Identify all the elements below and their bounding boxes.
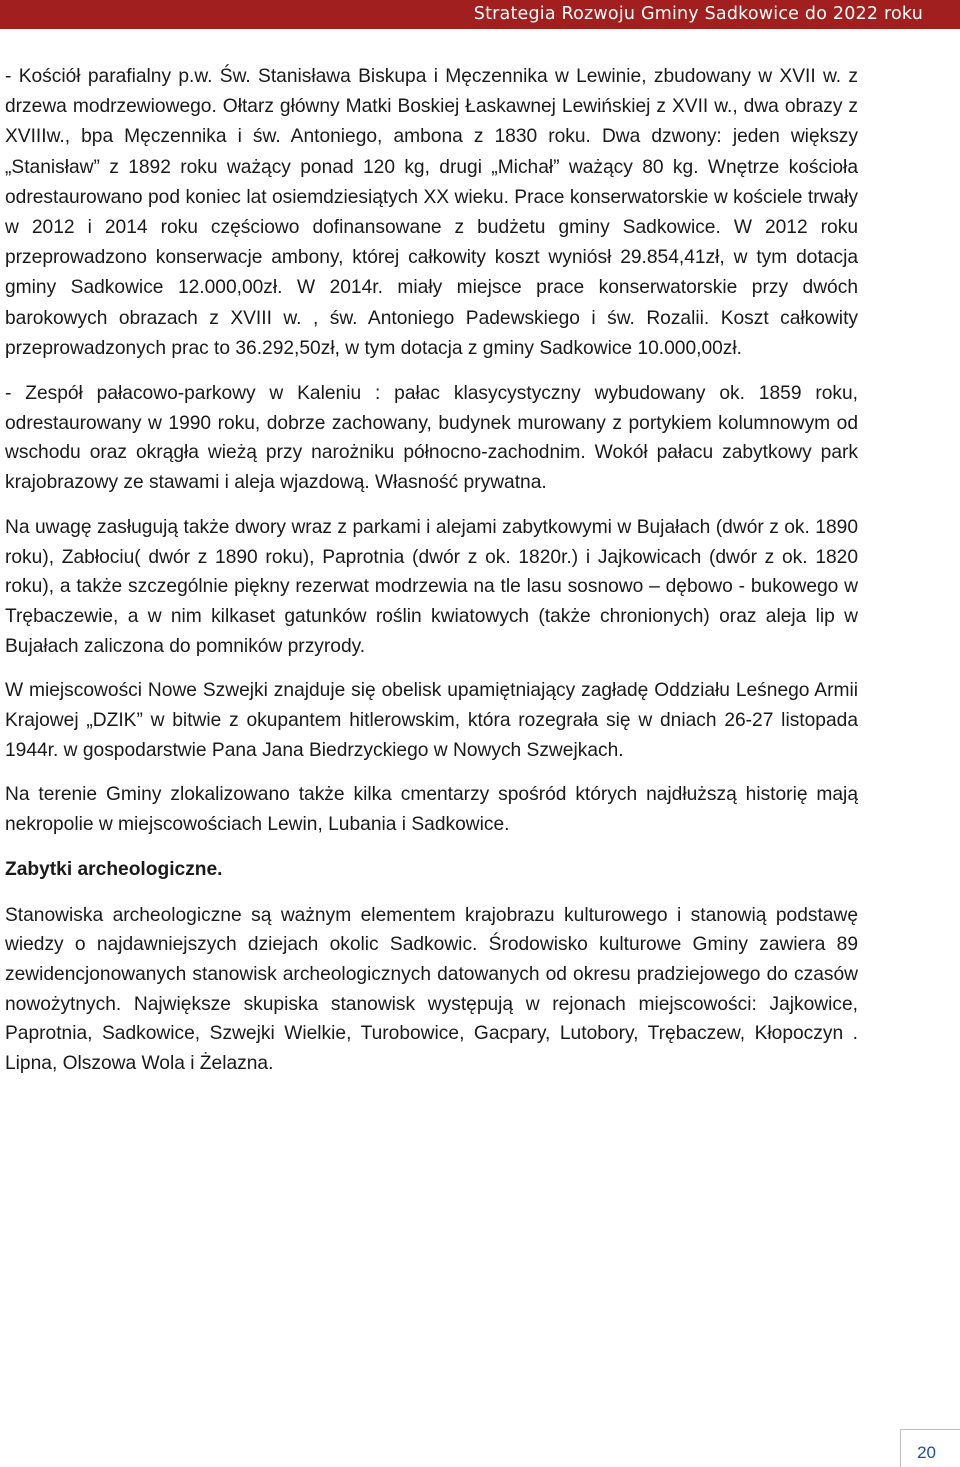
paragraph-obelisk: W miejscowości Nowe Szwejki znajduje się obelisk upamiętniający zagładę Oddziału Leśnego Armii Krajowej „DZIK” w bitwie z okupantem hitlerowskim, która rozegrała się w dniach 26-27 listopada 1944r. w gospodarstwie Pana Jana Biedrzyckiego w Nowych Szwejkach. <box>5 680 858 761</box>
paragraph-lewin-church: - Kościół parafialny p.w. Św. Stanisława Biskupa i Męczennika w Lewinie, zbudowany w XVII w. z drzewa modrzewiowego. Ołtarz główny Matki Boskiej Łaskawnej Lewińskiej z XVII w., dwa obrazy z XVIIIw., bpa Męczennika i św. Antoniego, ambona z 1830 roku. Dwa dzwony: jeden większy „Stanisław” z 1892 roku ważący ponad 120 kg, drugi „Michał” ważący 80 kg. Wnętrze kościoła odrestaurowano pod koniec lat osiemdziesiątych XX wieku. Prace konserwatorskie w kościele trwały w 2012 i 2014 roku częściowo dofinansowane z budżetu gminy Sadkowice. W 2012 roku przeprowadzono konserwacje ambony, której całkowity koszt wyniósł 29.854,41zł, w tym dotacja gminy Sadkowice 12.000,00zł. W 2014r. miały miejsce prace konserwatorskie przy dwóch barokowych obrazach z XVIII w. , św. Antoniego Padewskiego i św. Rozalii. Koszt całkowity przeprowadzonych prac to 36.292,50zł, w tym dotacja z gminy Sadkowice 10.000,00zł. <box>5 66 858 359</box>
page-number-box <box>900 1429 960 1467</box>
page-number: 20 <box>917 1443 936 1462</box>
paragraph-archeology: Stanowiska archeologiczne są ważnym elementem krajobrazu kulturowego i stanowią podstawę wiedzy o najdawniejszych dziejach okolic Sadkowic. Środowisko kulturowe Gminy zawiera 89 zewidencjonowanych stanowisk archeologicznych datowanych od okresu pradziejowego do czasów nowożytnych. Największe skupiska stanowisk występują w rejonach miejscowości: Jajkowice, Paprotnia, Sadkowice, Szwejki Wielkie, Turobowice, Gacpary, Lutobory, Trębaczew, Kłopoczyn . Lipna, Olszowa Wola i Żelazna. <box>5 904 858 1075</box>
section-heading: Zabytki archeologiczne. <box>5 858 223 880</box>
paragraph-cemeteries: Na terenie Gminy zlokalizowano także kilka cmentarzy spośród których najdłuższą historię mają nekropolie w miejscowościach Lewin, Lubania i Sadkowice. <box>5 784 858 836</box>
page-body <box>5 62 858 1094</box>
document-title: Strategia Rozwoju Gminy Sadkowice do 2022 roku <box>473 4 923 24</box>
page-header-bar <box>0 0 960 29</box>
paragraph-kalen-palace: - Zespół pałacowo-parkowy w Kaleniu : pałac klasycystyczny wybudowany ok. 1859 roku, odrestaurowany w 1990 roku, dobrze zachowany, budynek murowany z portykiem kolumnowym od wschodu oraz okrągła wieżą przy narożniku północno-zachodnim. Wokół pałacu zabytkowy park krajobrazowy ze stawami i aleja wjazdową. Własność prywatna. <box>5 383 858 494</box>
paragraph-manor-houses: Na uwagę zasługują także dwory wraz z parkami i alejami zabytkowymi w Bujałach (dwór z ok. 1890 roku), Zabłociu( dwór z 1890 roku), Paprotnia (dwór z ok. 1820r.) i Jajkowicach (dwór z ok. 1820 roku), a także szczególnie piękny rezerwat modrzewia na tle lasu sosnowo – dębowo - bukowego w Trębaczewie, a w nim kilkaset gatunków roślin kwiatowych (także chronionych) oraz aleja lip w Bujałach zaliczona do pomników przyrody. <box>5 516 858 657</box>
